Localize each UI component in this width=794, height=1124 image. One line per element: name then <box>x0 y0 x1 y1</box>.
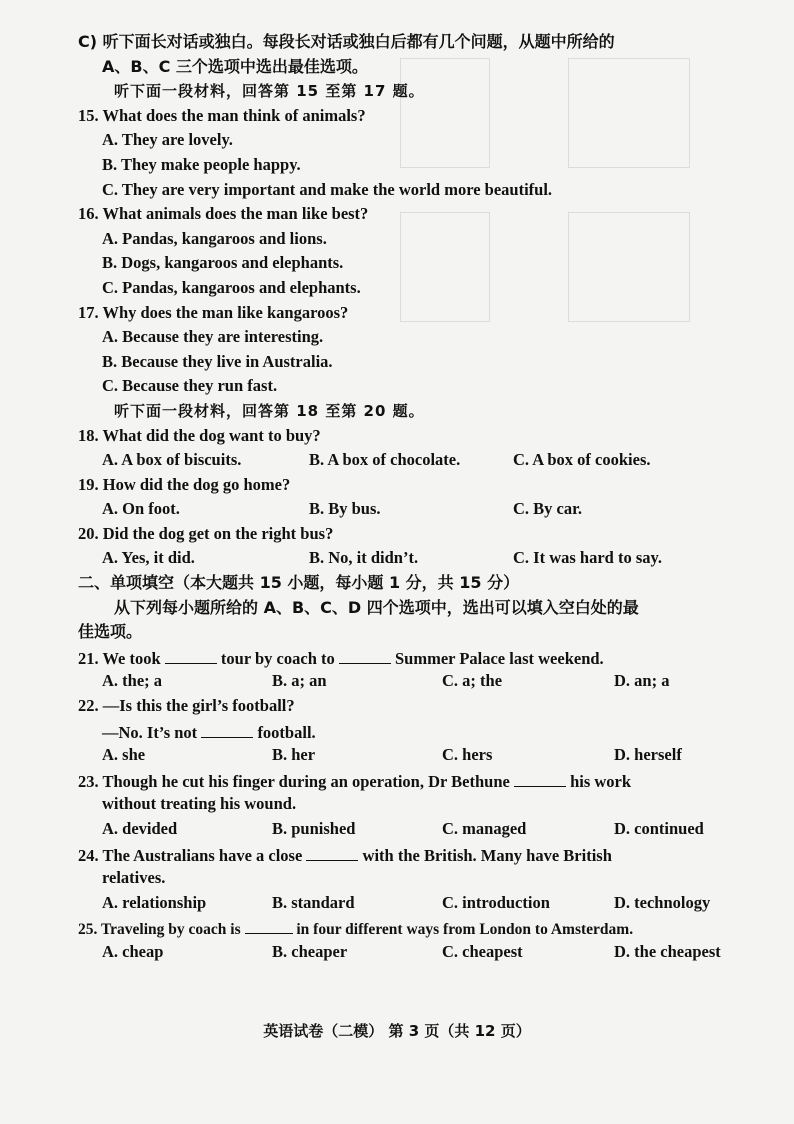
options-21 <box>78 669 758 694</box>
answer-blank <box>245 915 293 934</box>
option-25b: B. cheaper <box>272 941 348 961</box>
option-19b: B. By bus. <box>309 499 381 519</box>
answer-blank <box>306 842 358 861</box>
question-20: 20. Did the dog get on the right bus? <box>78 523 334 543</box>
option-16b: B. Dogs, kangaroos and elephants. <box>102 253 344 273</box>
option-17b: B. Because they live in Australia. <box>102 351 333 371</box>
answer-blank <box>165 645 217 664</box>
option-23d: D. continued <box>614 819 704 838</box>
question-24 <box>78 842 758 867</box>
question-23-text-1: 23. Though he cut his finger during an operation, Dr Bethune <box>78 771 514 791</box>
option-19c: C. By car. <box>513 499 583 519</box>
question-24-text-2: with the British. Many have British <box>358 845 612 865</box>
option-21d: D. an; a <box>614 671 670 691</box>
part2-instruction-cont: 佳选项。 <box>78 622 143 642</box>
option-20b: B. No, it didn’t. <box>309 548 419 568</box>
question-15: 15. What does the man think of animals? <box>78 105 366 125</box>
answer-blank <box>201 719 253 738</box>
options-24 <box>78 891 758 916</box>
section-c-heading-cont: A、B、C 三个选项中选出最佳选项。 <box>102 56 368 76</box>
question-18: 18. What did the dog want to buy? <box>78 425 321 445</box>
option-19a: A. On foot. <box>102 499 180 519</box>
question-25 <box>78 915 758 940</box>
options-18 <box>78 448 758 473</box>
option-15b: B. They make people happy. <box>102 154 301 174</box>
question-19: 19. How did the dog go home? <box>78 474 291 494</box>
option-17a: A. Because they are interesting. <box>102 327 324 347</box>
question-23 <box>78 768 758 793</box>
option-22c: C. hers <box>442 745 493 765</box>
options-22 <box>78 743 758 768</box>
option-22d: D. herself <box>614 745 682 765</box>
question-24-text-1: 24. The Australians have a close <box>78 845 307 865</box>
option-23c: C. managed <box>442 819 527 838</box>
question-16: 16. What animals does the man like best? <box>78 204 369 224</box>
option-25c: C. cheapest <box>442 941 523 961</box>
question-23-cont: without treating his wound. <box>102 794 297 814</box>
option-23a: A. devided <box>102 819 178 838</box>
options-19 <box>78 497 758 522</box>
question-25-text-1: 25. Traveling by coach is <box>78 921 245 939</box>
option-21b: B. a; an <box>272 671 327 691</box>
option-24d: D. technology <box>614 892 711 912</box>
page-footer: 英语试卷（二模） 第 3 页（共 12 页） <box>263 1022 531 1040</box>
question-21-text-3: Summer Palace last weekend. <box>390 648 604 668</box>
question-content <box>78 30 758 965</box>
option-21c: C. a; the <box>442 671 503 691</box>
material-note-1: 听下面一段材料，回答第 15 至第 17 题。 <box>114 82 425 101</box>
question-17: 17. Why does the man like kangaroos? <box>78 302 349 322</box>
answer-blank <box>514 768 566 787</box>
question-22: 22. —Is this the girl’s football? <box>78 696 295 716</box>
section-c-heading: C) 听下面长对话或独白。每段长对话或独白后都有几个问题，从题中所给的 <box>78 32 615 51</box>
part2-heading: 二、单项填空（本大题共 15 小题，每小题 1 分，共 15 分） <box>78 573 520 593</box>
option-20a: A. Yes, it did. <box>102 548 195 568</box>
question-21 <box>78 645 758 670</box>
option-22b: B. her <box>272 745 316 765</box>
option-16c: C. Pandas, kangaroos and elephants. <box>102 277 361 297</box>
question-22-reply <box>78 719 758 744</box>
option-22a: A. she <box>102 745 146 765</box>
options-20 <box>78 546 758 571</box>
option-16a: A. Pandas, kangaroos and lions. <box>102 228 327 248</box>
question-22-text-2: football. <box>253 722 316 742</box>
option-17c: C. Because they run fast. <box>102 376 278 396</box>
option-25a: A. cheap <box>102 941 164 961</box>
option-23b: B. punished <box>272 819 356 838</box>
question-25-text-2: in four different ways from London to Amsterdam. <box>292 921 634 939</box>
option-18c: C. A box of cookies. <box>513 450 651 470</box>
question-22-text-1: —No. It’s not <box>102 722 202 742</box>
option-20c: C. It was hard to say. <box>513 548 662 568</box>
question-21-text-2: tour by coach to <box>216 648 339 668</box>
question-23-text-2: his work <box>565 771 632 791</box>
option-18b: B. A box of chocolate. <box>309 450 461 470</box>
question-21-text-1: 21. We took <box>78 648 165 668</box>
part2-instruction: 从下列每小题所给的 A、B、C、D 四个选项中，选出可以填入空白处的最 <box>114 597 639 617</box>
option-18a: A. A box of biscuits. <box>102 450 242 470</box>
material-note-2: 听下面一段材料，回答第 18 至第 20 题。 <box>114 401 425 420</box>
option-15a: A. They are lovely. <box>102 130 233 150</box>
option-24b: B. standard <box>272 892 355 912</box>
options-23 <box>78 817 758 842</box>
option-15c: C. They are very important and make the world more beautiful. <box>102 179 553 199</box>
question-24-cont: relatives. <box>102 868 166 888</box>
options-25 <box>78 940 758 965</box>
option-25d: D. the cheapest <box>614 941 721 961</box>
answer-blank <box>339 645 391 664</box>
option-24c: C. introduction <box>442 892 550 912</box>
option-24a: A. relationship <box>102 892 207 912</box>
option-21a: A. the; a <box>102 671 163 691</box>
